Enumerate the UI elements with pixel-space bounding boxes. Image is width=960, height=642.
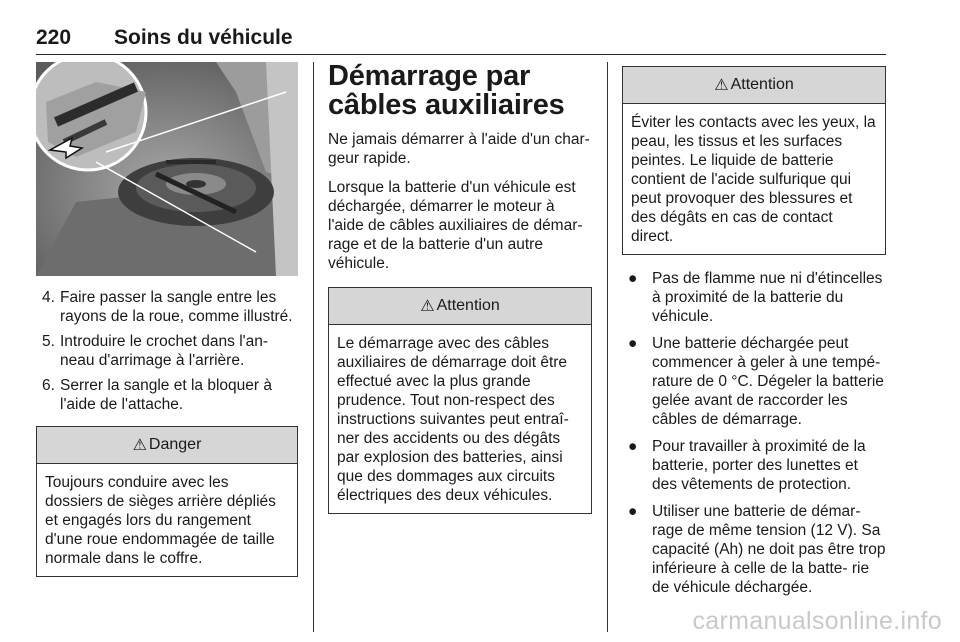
spare-wheel-strap-photo <box>36 62 298 276</box>
list-item: ● Utiliser une batterie de démar- rage de même tension (12 V). Sa capacité (Ah) ne doit pas être trop inférieure à celle de la batte- rie de véhicule déchargée. <box>628 503 886 596</box>
column-divider-2 <box>607 62 608 632</box>
paragraph: Lorsque la batterie d'un véhicule est déchargée, démarrer le moteur à l'aide de câbles auxiliaires de démar- rage et de la batterie d'un autre véhicule. <box>328 179 583 272</box>
attention-box-header <box>329 288 591 325</box>
watermark: carmanualsonline.info <box>692 607 942 635</box>
safety-bullets <box>622 269 886 597</box>
attention-text: Éviter les contacts avec les yeux, la peau, les tissus et les surfaces peintes. Le liquide de batterie contient de l'acide sulfurique qui peut provoquer des blessures et des dégâts en cas de contact direct. <box>631 114 876 245</box>
bullet-icon: ● <box>628 335 638 352</box>
column-3 <box>622 62 886 605</box>
bullet-icon: ● <box>628 270 638 287</box>
list-item: 5. Introduire le crochet dans l'an- neau d'arrimage à l'arrière. <box>42 333 269 369</box>
bullet-icon: ● <box>628 503 638 520</box>
column-divider-1 <box>313 62 314 632</box>
jump-start-title: Démarrage par câbles auxiliaires <box>328 60 565 121</box>
attention-box <box>622 66 886 255</box>
page-number: 220 <box>36 26 72 49</box>
attention-label: Attention <box>436 297 500 314</box>
warning-triangle-icon: ⚠ <box>420 298 435 315</box>
bullet-icon: ● <box>628 438 638 455</box>
attention-label: Attention <box>730 76 794 93</box>
column-1 <box>36 62 298 577</box>
warning-triangle-icon: ⚠ <box>714 77 729 94</box>
danger-box-header <box>37 427 297 464</box>
section-title: Soins du véhicule <box>114 26 293 49</box>
paragraph: Ne jamais démarrer à l'aide d'un char- geur rapide. <box>328 131 590 167</box>
attention-box <box>328 287 592 514</box>
list-item: ● Pour travailler à proximité de la batterie, porter des lunettes et des vêtements de protection. <box>628 438 866 493</box>
attention-text: Le démarrage avec des câbles auxiliaires de démarrage doit être effectué avec la plus grande prudence. Tout non-respect des instructions suivantes peut entraî- ner des accidents ou des dégâts par explosion des batteries, ainsi que des dommages aux circuits électriques des deux véhicules. <box>337 335 569 504</box>
column-2 <box>328 62 592 514</box>
steps-list <box>36 288 298 414</box>
danger-box <box>36 426 298 577</box>
page-header <box>36 26 886 55</box>
danger-label: Danger <box>148 436 202 453</box>
list-item: 6. Serrer la sangle et la bloquer à l'aide de l'attache. <box>42 377 272 413</box>
danger-text: Toujours conduire avec les dossiers de sièges arrière dépliés et engagés lors du rangement d'une roue endommagée de taille normale dans le coffre. <box>45 474 276 567</box>
list-item: ● Pas de flamme nue ni d'étincelles à proximité de la batterie du véhicule. <box>628 270 883 325</box>
list-item: ● Une batterie déchargée peut commencer à geler à une tempé- rature de 0 °C. Dégeler la batterie gelée avant de raccorder les câbles de démarrage. <box>628 335 884 428</box>
list-item: 4. Faire passer la sangle entre les rayons de la roue, comme illustré. <box>42 289 293 325</box>
warning-triangle-icon: ⚠ <box>132 437 147 454</box>
attention-box-header <box>623 67 885 104</box>
